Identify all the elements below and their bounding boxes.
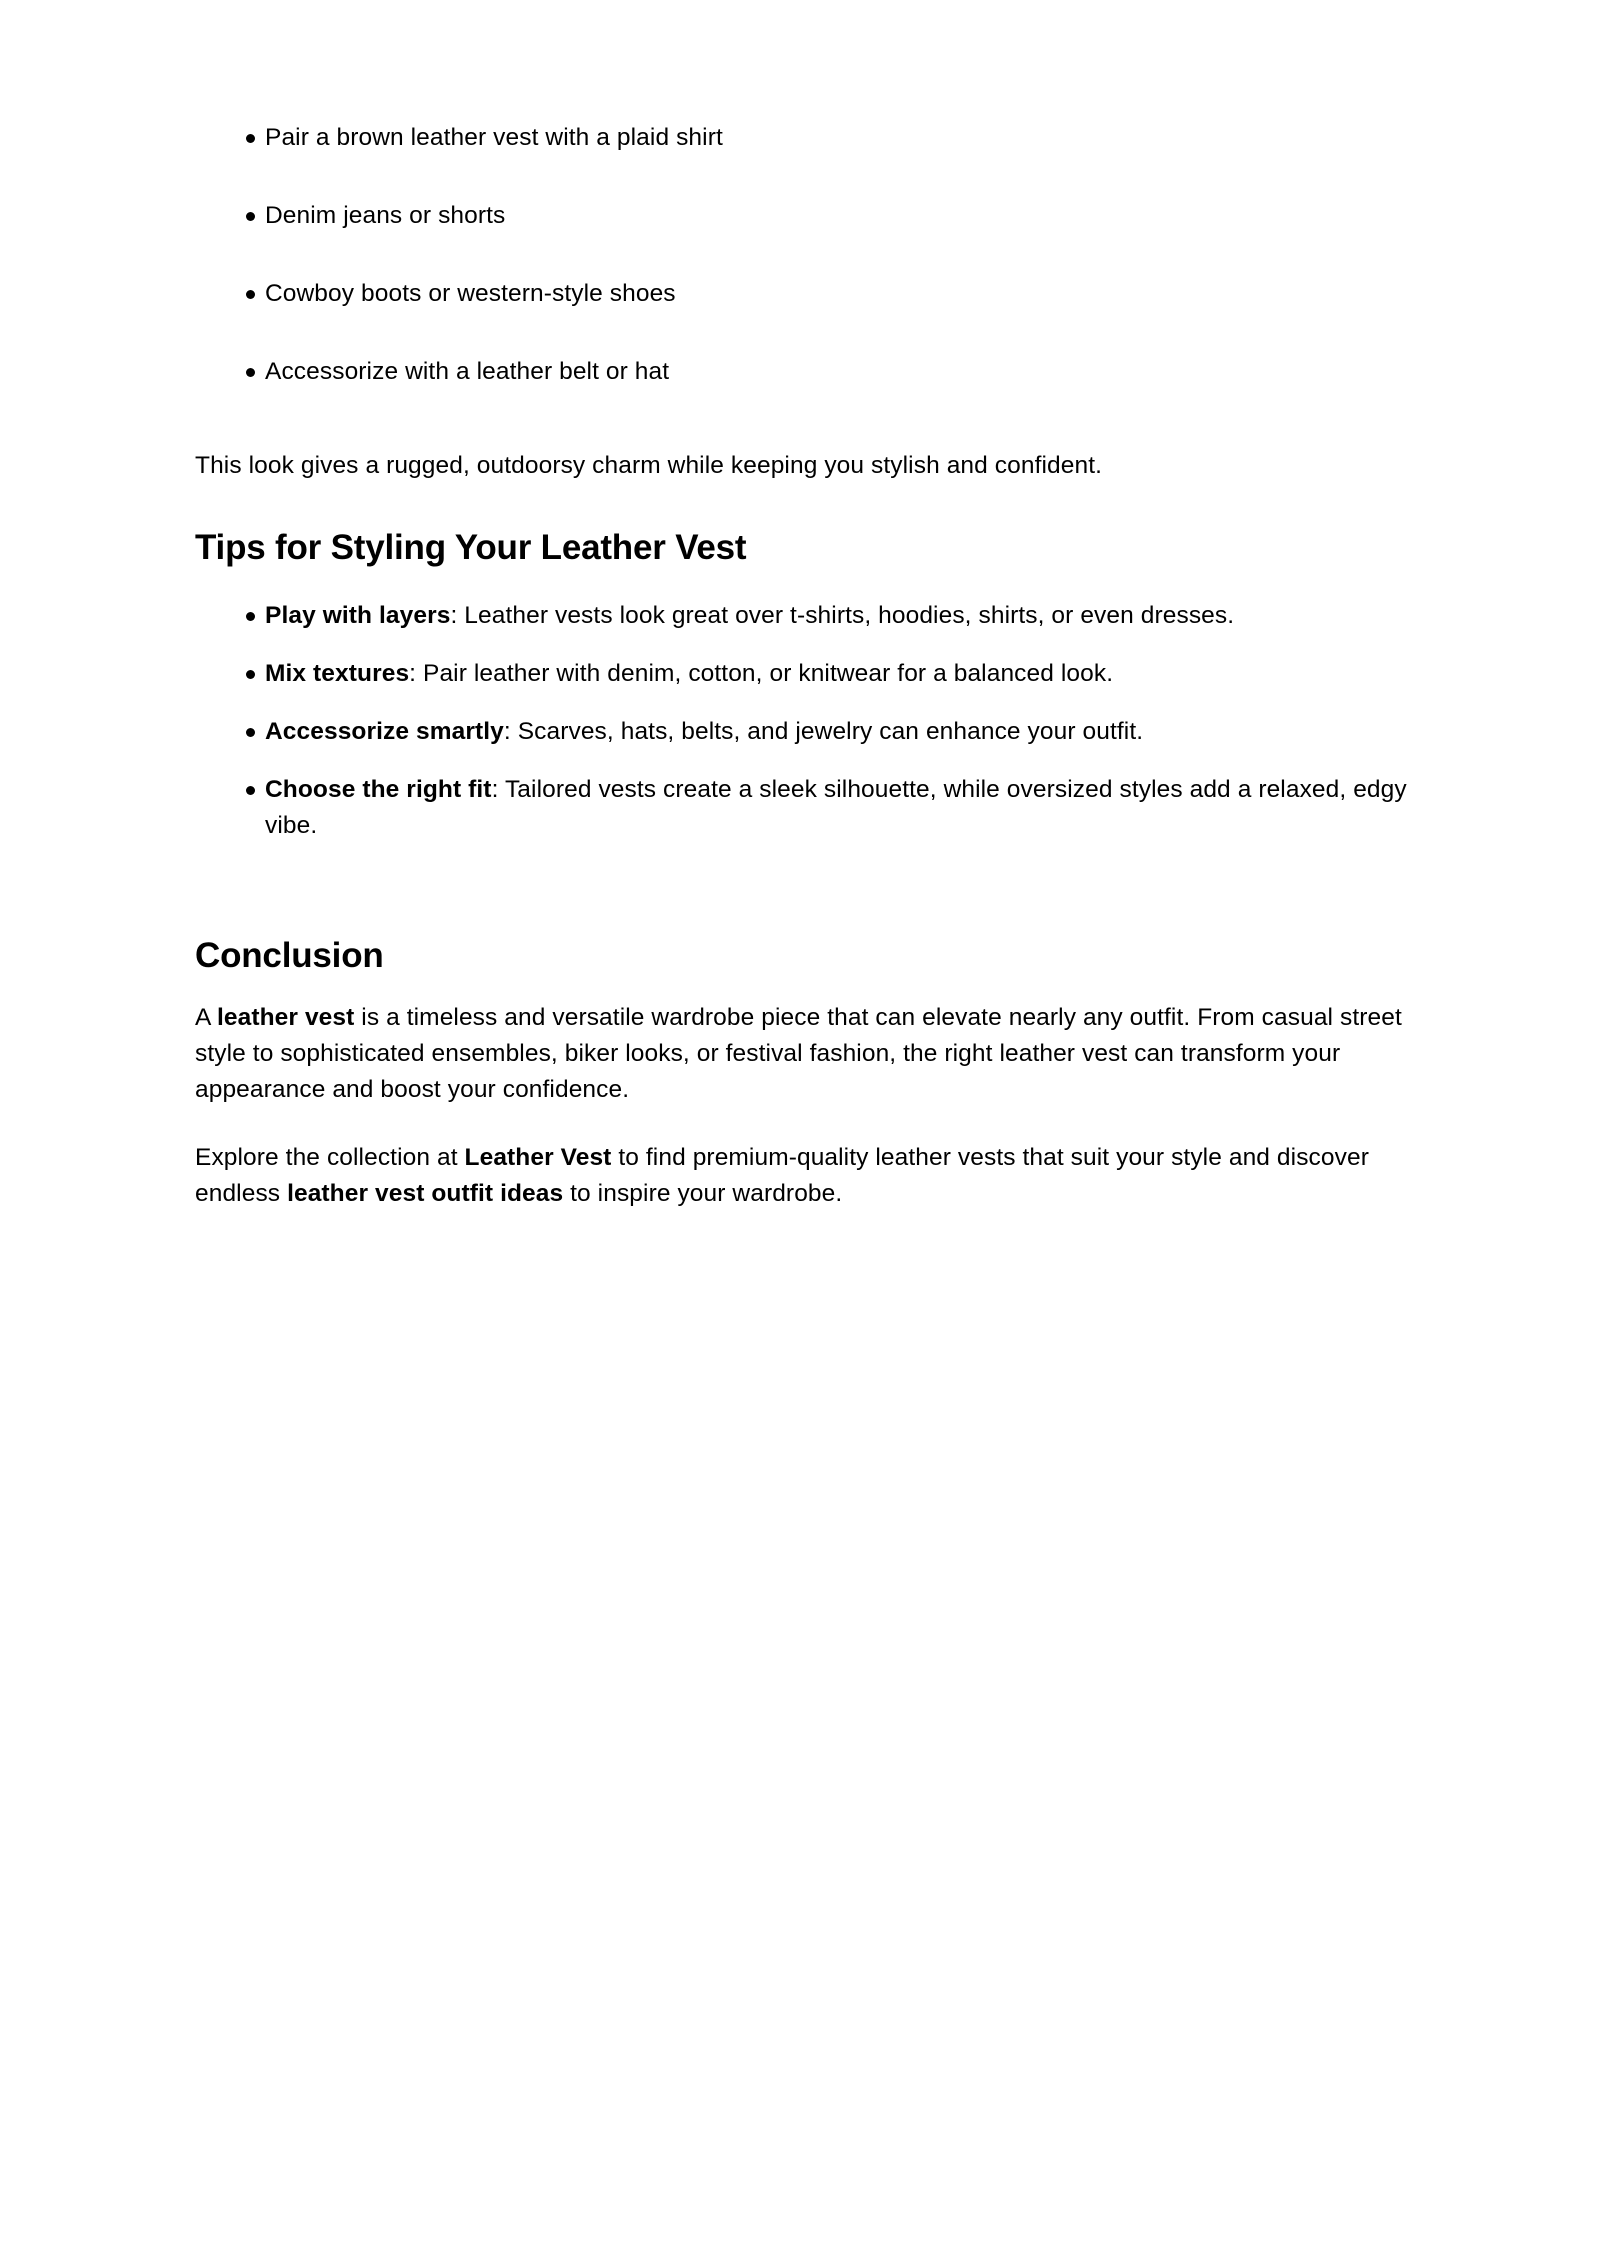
list-item-separator: : (503, 718, 518, 745)
list-item (195, 120, 1410, 156)
paragraph-middle-text: to find premium-quality leather vests that suit your style and discover endless (195, 1144, 1369, 1207)
list-item (195, 598, 1410, 634)
list-item-description: Pair leather with denim, cotton, or knitwear for a balanced look. (423, 660, 1114, 687)
conclusion-paragraph-2 (195, 1140, 1410, 1212)
list-item-term: Play with layers (265, 602, 451, 629)
list-item-text: Cowboy boots or western-style shoes (265, 280, 676, 307)
list-item-text: Accessorize with a leather belt or hat (265, 358, 670, 385)
list-item-description: Leather vests look great over t-shirts, hoodies, shirts, or even dresses. (464, 602, 1235, 629)
paragraph-body-text: is a timeless and versatile wardrobe piece that can elevate nearly any outfit. From casual street style to sophisticated ensembles, biker looks, or festival fashion, the right leather vest can transform your appearance and boost your confidence. (195, 1004, 1402, 1103)
tips-heading: Tips for Styling Your Leather Vest (195, 528, 747, 567)
list-item (195, 354, 1410, 390)
paragraph-tail-text: to inspire your wardrobe. (563, 1180, 843, 1207)
paragraph-bold-term: Leather Vest (464, 1144, 612, 1171)
list-item-separator: : (409, 660, 423, 687)
paragraph-bold-term: leather vest (217, 1004, 355, 1031)
paragraph-bold-term: leather vest outfit ideas (287, 1180, 564, 1207)
document-content (195, 120, 1410, 1212)
list-item-description: Tailored vests create a sleek silhouette, while oversized styles add a relaxed, edgy vibe. (265, 776, 1407, 839)
list-item (195, 198, 1410, 234)
list-item-separator: : (491, 776, 505, 803)
list-item-term: Mix textures (265, 660, 410, 687)
paragraph-lead-text: Explore the collection at (195, 1144, 465, 1171)
list-item (195, 656, 1410, 692)
list-item-description: Scarves, hats, belts, and jewelry can enhance your outfit. (517, 718, 1144, 745)
summary-paragraph: This look gives a rugged, outdoorsy charm while keeping you stylish and confident. (195, 452, 1103, 479)
list-item (195, 276, 1410, 312)
list-item-text: Denim jeans or shorts (265, 202, 506, 229)
outfit-bullet-list (195, 120, 1410, 390)
paragraph-lead-text: A (195, 1004, 217, 1031)
list-item-text: Pair a brown leather vest with a plaid shirt (265, 124, 723, 151)
list-item-term: Choose the right fit (265, 776, 492, 803)
conclusion-paragraph-1 (195, 1000, 1410, 1108)
tips-bullet-list (195, 598, 1410, 844)
list-item-separator: : (450, 602, 465, 629)
list-item (195, 714, 1410, 750)
conclusion-heading: Conclusion (195, 936, 384, 975)
list-item-term: Accessorize smartly (265, 718, 504, 745)
list-item (195, 772, 1410, 844)
